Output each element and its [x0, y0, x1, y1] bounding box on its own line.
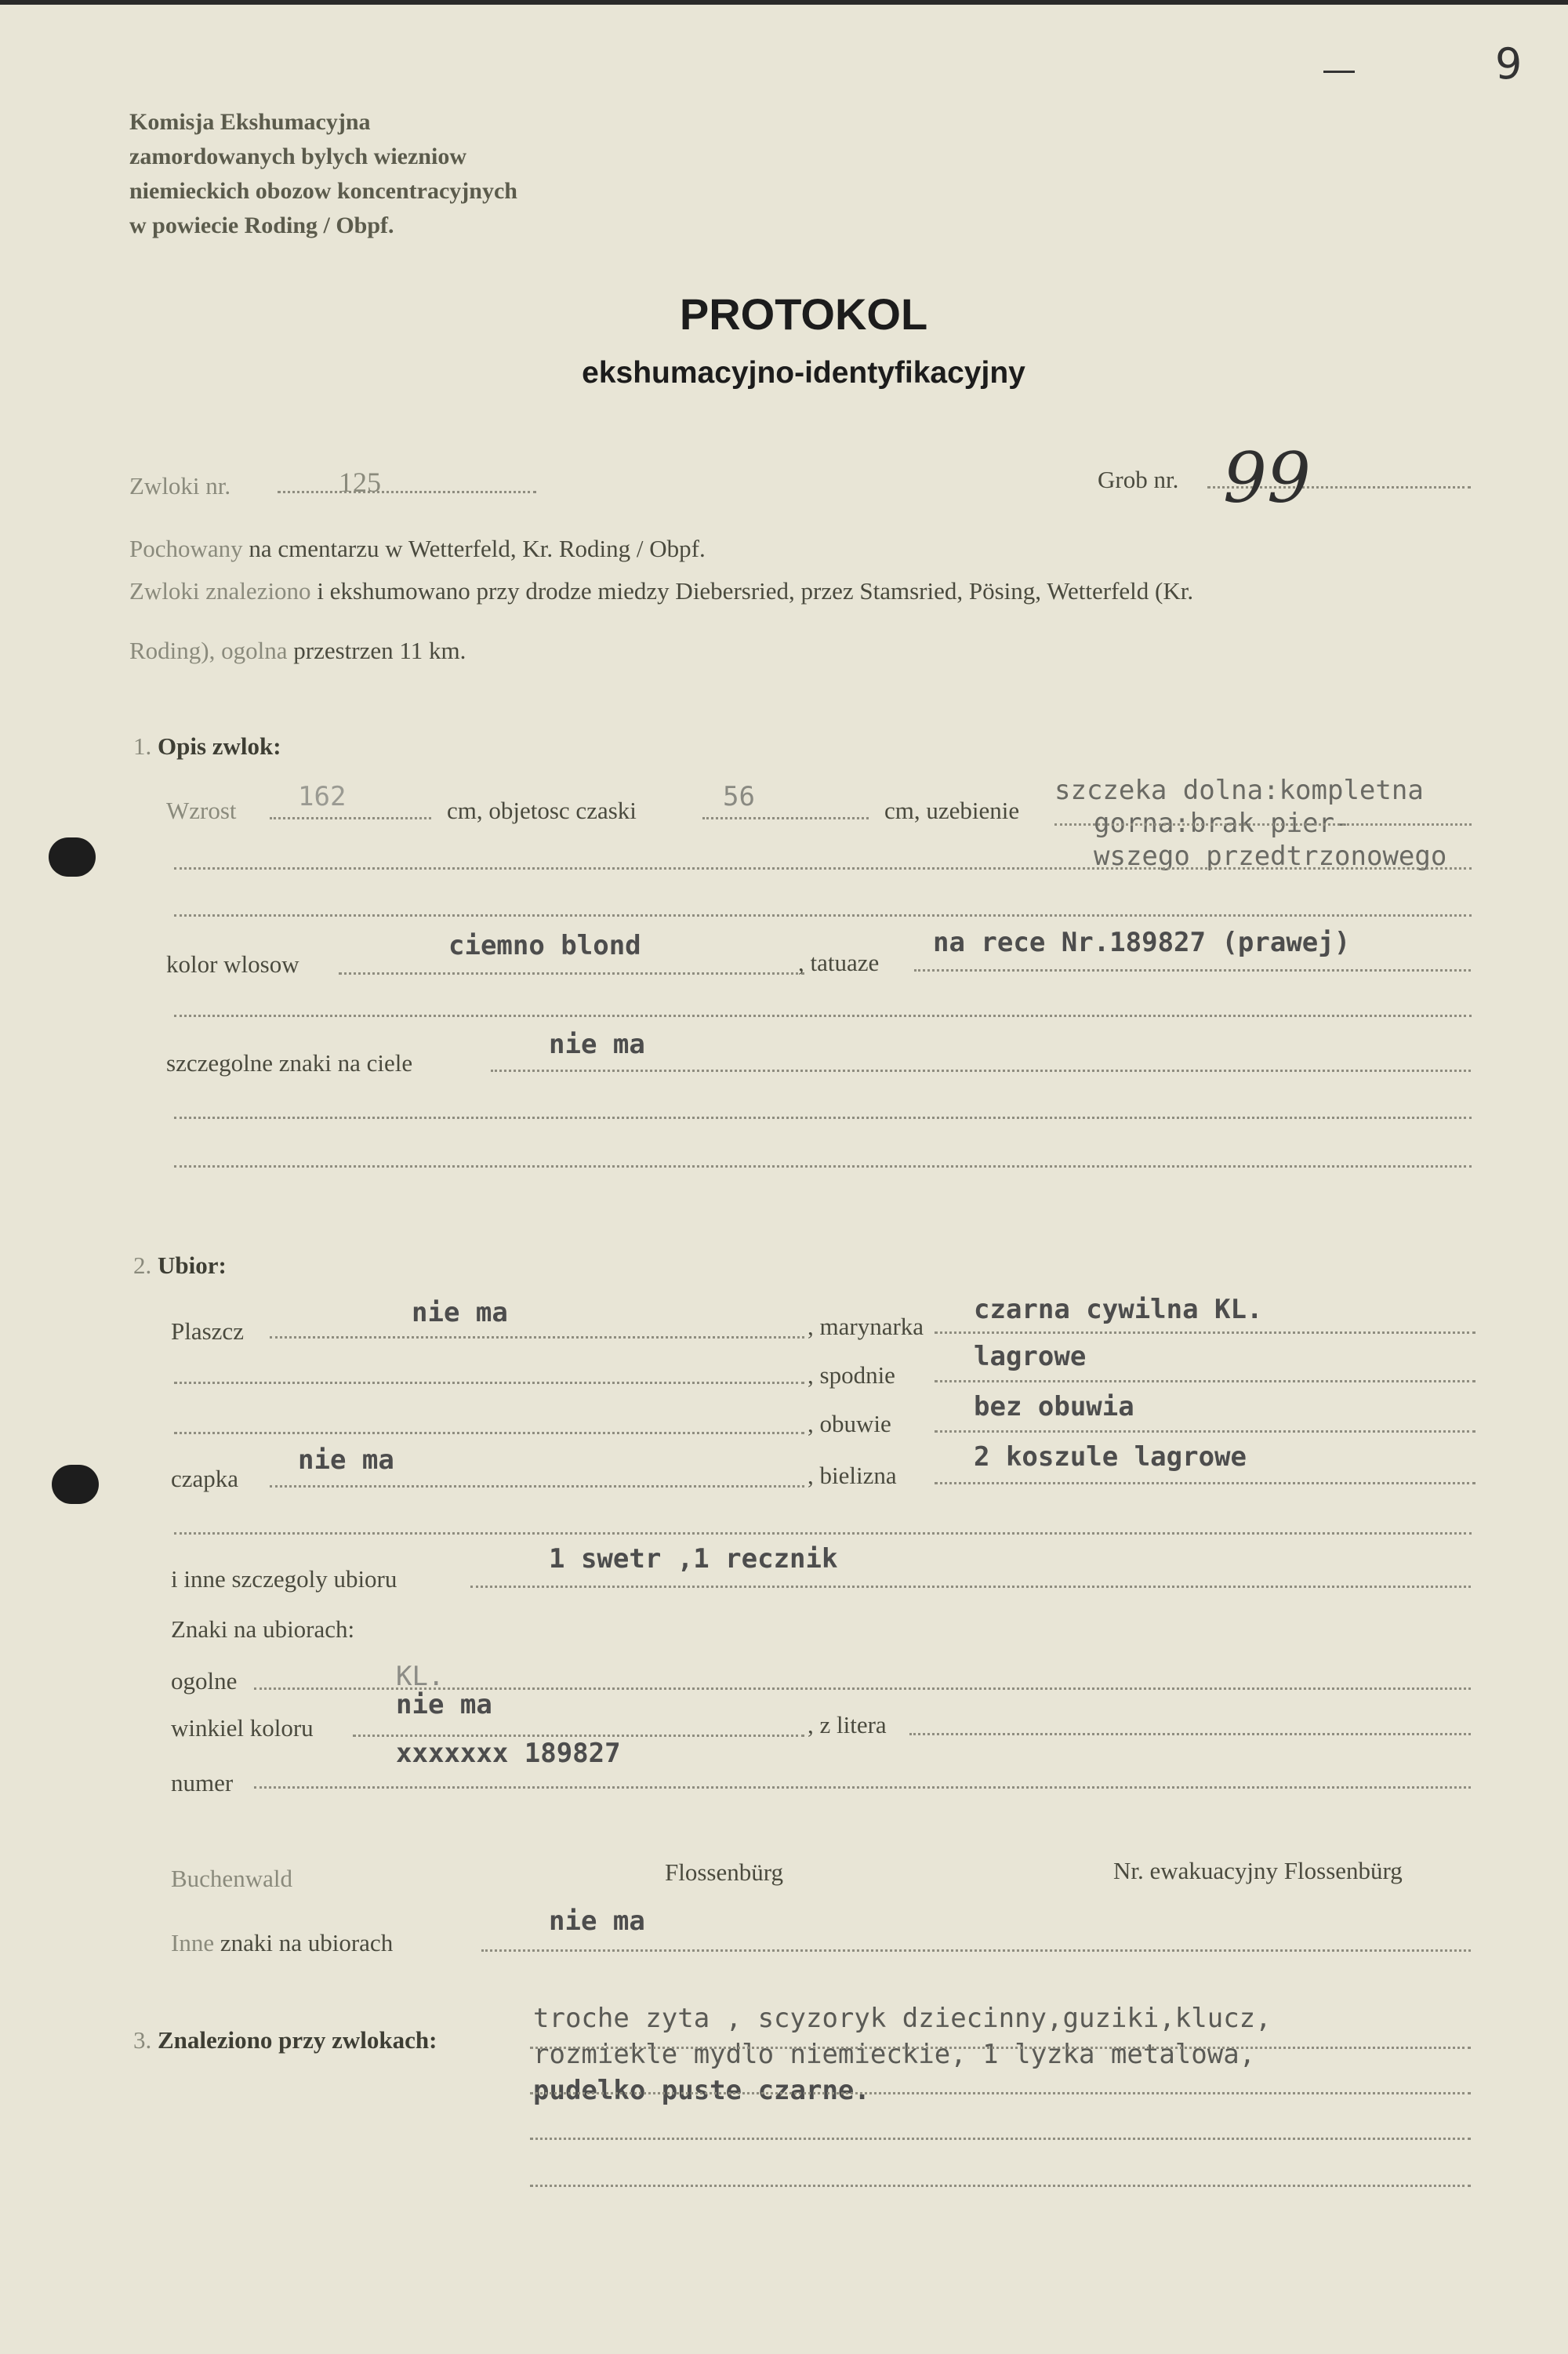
document-title: PROTOKOL [679, 289, 928, 339]
commission-header-line-1: Komisja Ekshumacyjna [129, 109, 371, 135]
height-label: Wzrost [166, 797, 237, 824]
skull-volume-label: cm, objetosc czaski [447, 797, 637, 824]
underwear-label: , bielizna [808, 1462, 897, 1489]
triangle-color-value: nie ma [396, 1689, 492, 1720]
hair-color-label: kolor wlosow [166, 950, 299, 978]
teeth-value-line-1: szczeka dolna:kompletna [1054, 775, 1424, 806]
punch-hole-top [49, 837, 96, 877]
marks-general-label: ogolne [171, 1667, 238, 1695]
found-items-line-2: rozmiekle mydlo niemieckie, 1 lyzka metalowa, [533, 2039, 1256, 2070]
section-2-heading: 2. Ubior: [133, 1251, 227, 1279]
body-number-label: Zwloki nr. [129, 472, 231, 499]
cap-value: nie ma [298, 1444, 394, 1476]
corner-mark-line [1323, 71, 1355, 73]
hair-color-value: ciemno blond [448, 930, 641, 961]
number-label: numer [171, 1769, 234, 1796]
document-subtitle: ekshumacyjno-identyfikacyjny [582, 356, 1025, 390]
jacket-value: czarna cywilna KL. [974, 1294, 1263, 1325]
burial-place-line: Pochowany na cmentarzu w Wetterfeld, Kr. Roding / Obpf. [129, 535, 706, 562]
letter-label: , z litera [808, 1711, 887, 1738]
marks-general-value: KL. [396, 1661, 445, 1692]
other-marks-label: Inne znaki na ubiorach [171, 1929, 394, 1956]
commission-header-line-4: w powiecie Roding / Obpf. [129, 213, 394, 238]
body-number-value: 125 [339, 467, 381, 498]
flossenburg-label: Flossenbürg [665, 1858, 784, 1886]
coat-label: Plaszcz [171, 1317, 244, 1345]
clothing-marks-label: Znaki na ubiorach: [171, 1615, 355, 1643]
trousers-label: , spodnie [808, 1361, 895, 1389]
grave-number-value: 99 [1223, 438, 1311, 518]
commission-header-line-3: niemieckich obozow koncentracyjnych [129, 178, 517, 204]
jacket-label: , marynarka [808, 1313, 924, 1340]
punch-hole-bottom [52, 1465, 99, 1504]
tattoo-value: na rece Nr.189827 (prawej) [933, 927, 1351, 958]
found-items-line-1: troche zyta , scyzoryk dziecinny,guziki,klucz, [533, 2003, 1272, 2034]
triangle-color-label: winkiel koloru [171, 1714, 314, 1742]
trousers-value: lagrowe [974, 1341, 1087, 1372]
height-value: 162 [298, 781, 347, 812]
buchenwald-label: Buchenwald [171, 1865, 292, 1892]
teeth-value-line-2: gorna:brak pier- [1094, 808, 1351, 839]
document-page [0, 5, 1568, 2354]
found-items-line-3: pudelko puste czarne. [533, 2075, 870, 2106]
grave-number-label: Grob nr. [1098, 466, 1179, 493]
other-marks-value: nie ma [549, 1905, 645, 1937]
shoes-label: , obuwie [808, 1410, 891, 1437]
section-1-heading: 1. Opis zwlok: [133, 732, 281, 760]
number-value: xxxxxxx 189827 [396, 1738, 621, 1769]
other-clothing-value: 1 swetr ,1 recznik [549, 1543, 838, 1575]
special-marks-label: szczegolne znaki na ciele [166, 1049, 413, 1077]
tattoo-label: , tatuaze [798, 949, 880, 976]
special-marks-value: nie ma [549, 1029, 645, 1060]
commission-header-line-2: zamordowanych bylych wiezniow [129, 143, 466, 169]
coat-value: nie ma [412, 1297, 508, 1328]
skull-volume-value: 56 [723, 781, 755, 812]
page-number: 9 [1495, 39, 1523, 89]
underwear-value: 2 koszule lagrowe [974, 1441, 1247, 1473]
found-location-line-1: Zwloki znaleziono i ekshumowano przy drodze miedzy Diebersried, przez Stamsried, Pösing, Wetterfeld (Kr. [129, 577, 1194, 605]
teeth-value-line-3: wszego przedtrzonowego [1094, 841, 1447, 872]
section-3-heading: 3. Znaleziono przy zwlokach: [133, 2026, 437, 2054]
found-location-line-2: Roding), ogolna przestrzen 11 km. [129, 637, 466, 664]
evacuation-number-label: Nr. ewakuacyjny Flossenbürg [1113, 1857, 1403, 1884]
teeth-label: cm, uzebienie [884, 797, 1020, 824]
cap-label: czapka [171, 1465, 239, 1492]
other-clothing-label: i inne szczegoly ubioru [171, 1565, 397, 1593]
shoes-value: bez obuwia [974, 1391, 1134, 1422]
